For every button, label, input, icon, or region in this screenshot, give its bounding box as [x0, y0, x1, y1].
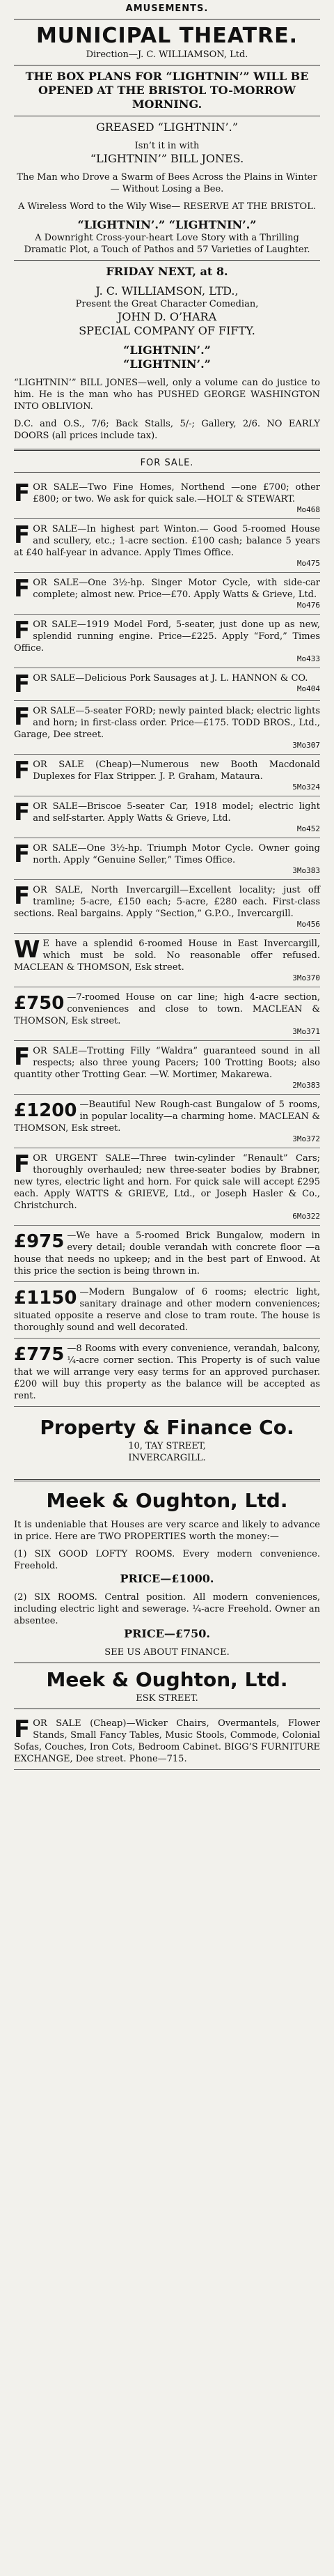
- meek-oughton-ad: [14, 1488, 320, 1658]
- ad-text: OR SALE—Two Fine Homes, Northend —one £700; other £800; or two. We ask for quick sale.—HOLT & STEWART.: [33, 482, 320, 504]
- ad-initial: F: [14, 840, 31, 868]
- theatre-direction: Direction—J. C. WILLIAMSON, Ltd.: [86, 49, 248, 60]
- ad-text: OR SALE—One 3½-hp. Singer Motor Cycle, with side-car complete; almost new. Price—£70. Apply Watts & Grieve, Ltd.: [33, 578, 320, 600]
- friday-next: FRIDAY NEXT, at 8.: [106, 265, 228, 278]
- property-finance-block: [14, 1407, 320, 1472]
- downright: A Downright Cross-your-heart Love Story with a Thrilling Dramatic Plot, a Touch of Pathos and 57 Varieties of Laughter.: [24, 233, 310, 255]
- classified-ad: [14, 934, 320, 987]
- ad-text: OR SALE—Briscoe 5-seater Car, 1918 model; electric light and self-starter. Apply Watts & Grieve, Ltd.: [33, 801, 320, 824]
- lightnin-bill: “LIGHTNIN’” BILL JONES.: [90, 152, 244, 165]
- bill-jones-para: “LIGHTNIN’” BILL JONES—well, only a volume can do justice to him. He is the man who has PUSHED GEORGE WASHINGTON INTO OBLIVION.: [14, 378, 320, 412]
- lightnin-b: “LIGHTNIN’.”: [123, 357, 211, 371]
- special-company: SPECIAL COMPANY OF FIFTY.: [79, 324, 255, 337]
- ad-text: —Modern Bungalow of 6 rooms; electric light, sanitary drainage and other modern conveniences; situated opposite a reserve and close to tram route. The house is thoroughly sound and well decorated.: [14, 1287, 320, 1333]
- divider: [14, 472, 320, 473]
- ad-ref: Mo433: [296, 654, 320, 663]
- ad-text: OR SALE—In highest part Winton.— Good 5-roomed House and scullery, etc.; 1-acre section. £100 cash; balance 5 years at £40 half-year in advance. Apply Times Office.: [14, 524, 320, 558]
- classified-ad: [14, 615, 320, 668]
- classified-ad: [14, 1148, 320, 1226]
- meek-see-us: SEE US ABOUT FINANCE.: [104, 1647, 230, 1658]
- ad-ref: 3Mo372: [292, 1134, 320, 1143]
- jcw: J. C. WILLIAMSON, LTD.,: [95, 284, 239, 298]
- ad-ref: Mo456: [296, 920, 320, 929]
- oharra: JOHN D. O’HARA: [117, 310, 217, 323]
- ad-text: E have a splendid 6-roomed House in East Invercargill, which must be sold. No reasonable offer refused. MACLEAN & THOMSON, Esk street.: [14, 939, 320, 973]
- classified-ad: [14, 701, 320, 755]
- ad-text: OR SALE—Trotting Filly “Waldra” guaranteed sound in all respects; also three young Pacers; 100 Trotting Boots; also quantity other Trotting Gear. —W. Mortimer, Makarewa.: [14, 1046, 320, 1080]
- ad-text: OR SALE—One 3½-hp. Triumph Motor Cycle. Owner going north. Apply “Genuine Seller,” Times Office.: [33, 843, 320, 865]
- meek-p1: (1) SIX GOOD LOFTY ROOMS. Every modern convenience. Freehold.: [14, 1549, 320, 1571]
- ad-ref: 5Mo324: [292, 782, 320, 792]
- present: Present the Great Character Comedian,: [75, 299, 259, 309]
- classified-ad: [14, 987, 320, 1041]
- isnt-it: Isn’t it in with: [134, 141, 200, 151]
- prices: D.C. and O.S., 7/6; Back Stalls, 5/-; Gallery, 2/6. NO EARLY DOORS (all prices include tax).: [14, 419, 320, 441]
- greased: GREASED “LIGHTNIN’.”: [96, 121, 238, 134]
- divider: [14, 449, 320, 451]
- classified-ad-last: [14, 1713, 320, 1770]
- ad-text: —We have a 5-roomed Brick Bungalow, modern in every detail; double verandah with concrete floor —a house that needs no upkeep; and in the best part of Enwood. At this price the section is being thrown in.: [14, 1231, 320, 1277]
- ad-initial: £1150: [14, 1288, 77, 1309]
- ad-initial: F: [14, 575, 31, 603]
- box-plans: THE BOX PLANS FOR “LIGHTNIN’” WILL BE OPENED AT THE BRISTOL TO-MORROW MORNING.: [25, 70, 309, 111]
- ad-ref: Mo404: [296, 684, 320, 693]
- ad-ref: 2Mo383: [292, 1081, 320, 1090]
- ad-text: OR SALE—1919 Model Ford, 5-seater, just done up as new, splendid running engine. Price—£225. Apply “Ford,” Times Office.: [14, 619, 320, 654]
- theatre-ad: [14, 24, 320, 442]
- ad-ref: Mo475: [296, 559, 320, 568]
- property-finance-addr1: 10, TAY STREET,: [128, 1441, 206, 1451]
- ad-initial: £750: [14, 993, 65, 1014]
- ad-initial: £775: [14, 1344, 65, 1365]
- ad-initial: F: [14, 757, 31, 785]
- ad-text: —8 Rooms with every convenience, verandah, balcony, ¼-acre corner section. This Property is of such value that we will arrange very easy terms for an approved purchaser. £200 will buy this property as the balance will be accepted as rent.: [14, 1343, 320, 1401]
- meek-p2: (2) SIX ROOMS. Central position. All modern conveniences, including electric light and sewerage. ¼-acre Freehold. Owner an absentee.: [14, 1592, 320, 1626]
- ad-initial: F: [14, 1043, 31, 1071]
- ad-ref: 3Mo383: [292, 866, 320, 875]
- ad-text: OR SALE (Cheap)—Wicker Chairs, Overmantels, Flower Stands, Small Fancy Tables, Music Stools, Commode, Colonial Sofas, Couches, Iron Cots, Bedroom Cabinet. BIGG’S FURNITURE EXCHANGE, Dee street. Phone—715.: [14, 1718, 320, 1764]
- ad-initial: F: [14, 1150, 31, 1178]
- ad-text: OR SALE (Cheap)—Numerous new Booth Macdonald Duplexes for Flax Stripper. J. P. Graham, Mataura.: [33, 759, 320, 782]
- ad-text: OR URGENT SALE—Three twin-cylinder “Renault” Cars; thoroughly overhauled; new three-seater bodies by Brabner, new tyres, electric light and horn. For quick sale will accept £295 each. Apply WATTS & GRIEVE, Ltd., or Joseph Hasler & Co., Christchurch.: [14, 1153, 320, 1211]
- ad-initial: F: [14, 521, 31, 549]
- ad-text: OR SALE, North Invercargill—Excellent locality; just off tramline; 5-acre, £150 each; 5-acre, £280 each. First-class sections. Real bargains. Apply “Section,” G.P.O., Invercargill.: [14, 885, 320, 919]
- ad-initial: F: [14, 703, 31, 731]
- classified-ad: [14, 519, 320, 573]
- meek-oughton-footer: [14, 1667, 320, 1704]
- ad-initial: F: [14, 882, 31, 910]
- classified-ad: [14, 880, 320, 934]
- ad-text: —7-roomed House on car line; high 4-acre section, conveniences and close to town. MACLEAN & THOMSON, Esk street.: [14, 992, 320, 1026]
- divider: [14, 19, 320, 20]
- meek-price1: PRICE—£1000.: [120, 1572, 214, 1585]
- theatre-title: MUNICIPAL THEATRE.: [35, 24, 299, 48]
- section-header: AMUSEMENTS.: [125, 3, 209, 14]
- ad-text: OR SALE—Delicious Pork Sausages at J. L. HANNON & CO.: [33, 673, 308, 684]
- ad-text: —Beautiful New Rough-cast Bungalow of 5 rooms, in popular locality—a charming home. MACLEAN & THOMSON, Esk street.: [14, 1100, 320, 1134]
- wireless: A Wireless Word to the Wily Wise— RESERVE AT THE BRISTOL.: [18, 201, 316, 212]
- ad-text: OR SALE—5-seater FORD; newly painted black; electric lights and horn; in first-class order. Price—£175. TODD BROS., Ltd., Garage, Dee street.: [14, 706, 320, 740]
- meek-intro: It is undeniable that Houses are very scarce and likely to advance in price. Here are TWO PROPERTIES worth the money:—: [14, 1520, 320, 1542]
- classified-ad: [14, 1282, 320, 1339]
- ad-ref: 3Mo371: [292, 1027, 320, 1036]
- ad-initial: F: [14, 799, 31, 826]
- lightnin-pair: “LIGHTNIN’.” “LIGHTNIN’.”: [77, 218, 257, 231]
- property-finance-name: Property & Finance Co.: [40, 1416, 294, 1439]
- classified-ad: [14, 1095, 320, 1148]
- meek-street: ESK STREET.: [136, 1693, 198, 1704]
- ad-initial: F: [14, 617, 31, 645]
- lightnin-a: “LIGHTNIN’.”: [123, 344, 211, 357]
- ad-ref: 3Mo307: [292, 741, 320, 750]
- meek-name: Meek & Oughton, Ltd.: [46, 1489, 288, 1512]
- classified-ad: [14, 838, 320, 880]
- classified-ad: [14, 477, 320, 519]
- classified-ad: [14, 1041, 320, 1095]
- meek-price2: PRICE—£750.: [124, 1627, 210, 1640]
- ad-ref: Mo476: [296, 601, 320, 610]
- classified-ad: [14, 668, 320, 701]
- divider: [14, 1479, 320, 1481]
- ad-initial: £975: [14, 1231, 65, 1252]
- classified-ad: [14, 796, 320, 838]
- property-finance-addr2: INVERCARGILL.: [128, 1453, 206, 1463]
- ad-ref: 6Mo322: [292, 1212, 320, 1221]
- classified-ad: [14, 755, 320, 796]
- ad-initial: W: [14, 936, 40, 964]
- ad-initial: £1200: [14, 1100, 77, 1121]
- newspaper-page: [14, 0, 320, 1770]
- ad-initial: F: [14, 1715, 31, 1743]
- ad-ref: Mo452: [296, 824, 320, 833]
- classified-ad: [14, 1226, 320, 1282]
- meek-name-2: Meek & Oughton, Ltd.: [46, 1668, 288, 1691]
- classified-ad: [14, 573, 320, 615]
- man-who: The Man who Drove a Swarm of Bees Across the Plains in Winter— Without Losing a Bee.: [17, 172, 317, 194]
- ad-ref: 3Mo370: [292, 973, 320, 982]
- ad-initial: F: [14, 479, 31, 507]
- ad-ref: Mo468: [296, 505, 320, 514]
- classified-ad: [14, 1339, 320, 1407]
- for-sale-heading: FOR SALE.: [140, 458, 194, 468]
- ad-initial: F: [14, 670, 31, 698]
- divider: [14, 260, 320, 261]
- classified-ads: [14, 477, 320, 1407]
